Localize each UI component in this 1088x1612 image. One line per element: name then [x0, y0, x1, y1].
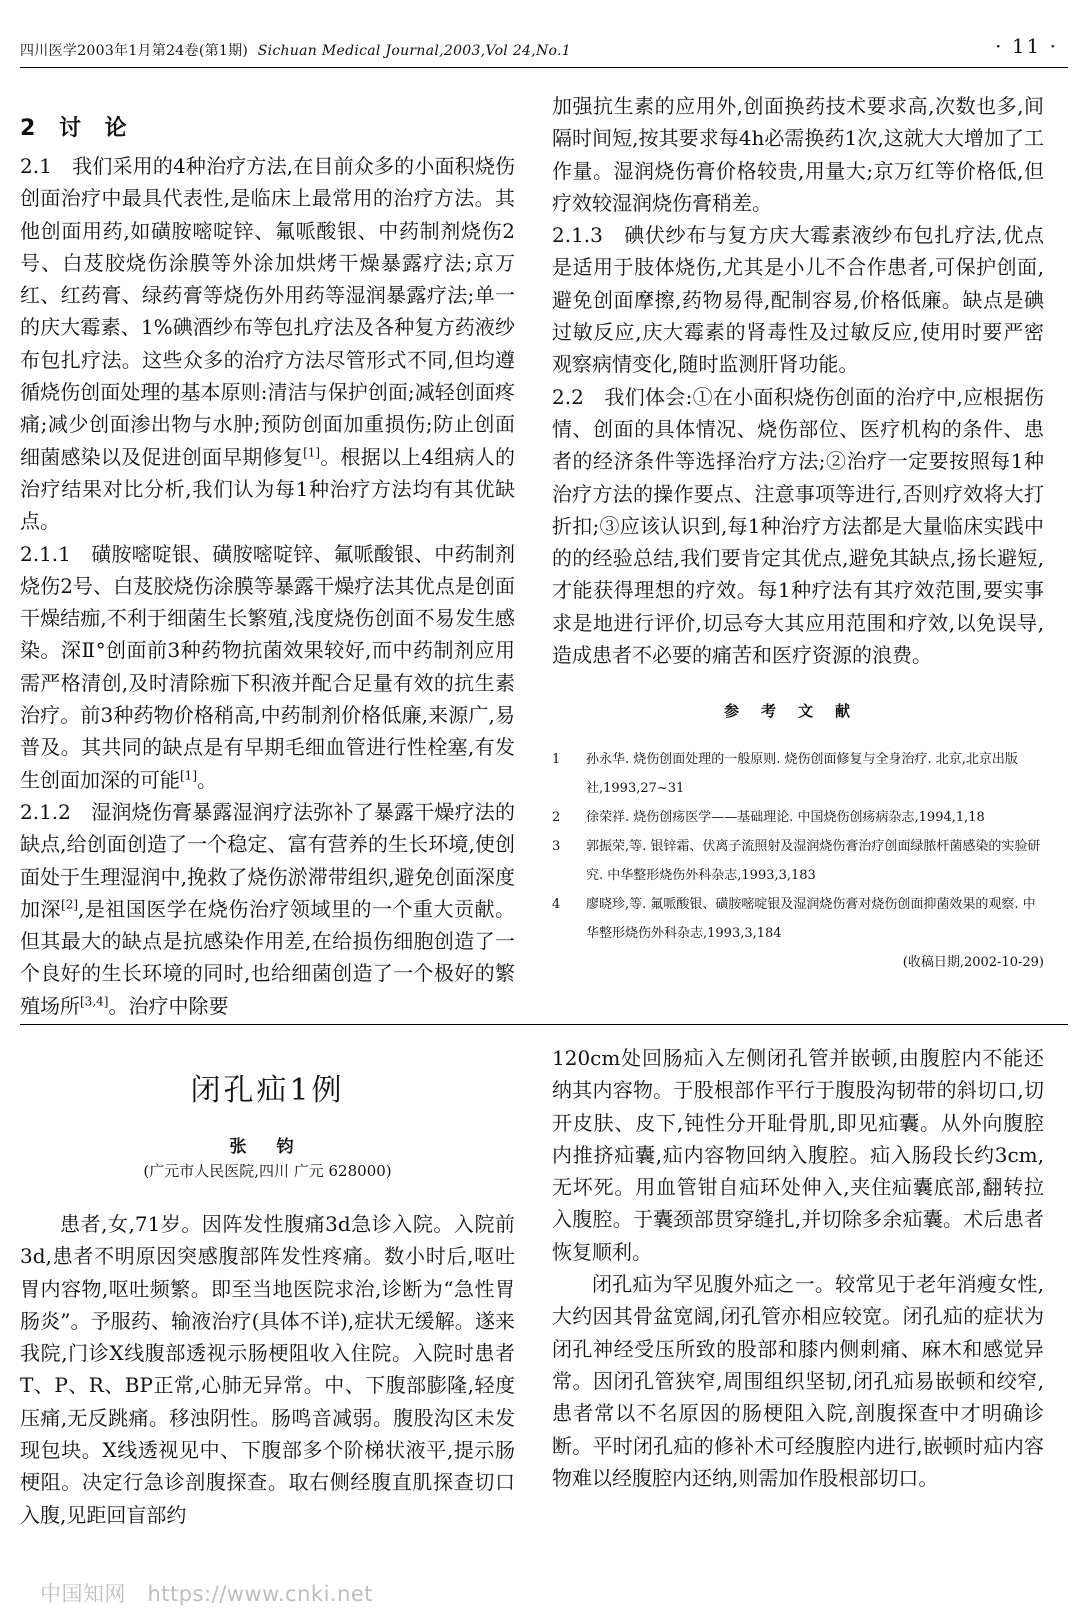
citation: [3,4] [80, 994, 109, 1009]
article-right-column [552, 1042, 1044, 1494]
article-left-column [20, 1208, 515, 1531]
cnki-watermark: 中国知网 https://www.cnki.net [40, 1582, 374, 1606]
page-number: · 11 · [995, 34, 1058, 58]
reference-list [552, 745, 1044, 948]
para-2-1-3: 2.1.3 碘伏纱布与复方庆大霉素液纱布包扎疗法,优点是适用于肢体烧伤,尤其是小儿不合作患者,可保护创面,避免创面摩擦,药物易得,配制容易,价格低廉。缺点是碘过敏反应,庆大霉素的肾毒性及过敏反应,使用时要严密观察病情变化,随时监测肝肾功能。 [552, 223, 1044, 377]
journal-name-en: Sichuan Medical Journal,2003,Vol 24,No.1 [257, 43, 571, 59]
journal-name-cn: 四川医学2003年1月第24卷(第1期) [20, 43, 249, 59]
citation: [1] [303, 445, 321, 460]
case-report-continued: 120cm处回肠疝入左侧闭孔管并嵌顿,由腹腔内不能还纳其内容物。于股根部作平行于腹股沟韧带的斜切口,切开皮肤、皮下,钝性分开耻骨肌,即见疝囊。从外向腹腔内推挤疝囊,疝内容物回纳入腹腔。疝入肠段长约3cm,无坏死。用血管钳自疝环处伸入,夹住疝囊底部,翻转拉入腹腔。于囊颈部贯穿缝扎,并切除多余疝囊。术后患者恢复顺利。 [552, 1046, 1044, 1264]
article-title: 闭孔疝1例 [190, 1073, 345, 1108]
received-date: (收稿日期,2002-10-29) [902, 955, 1044, 971]
reference-item: 1 孙永华. 烧伤创面处理的一般原则. 烧伤创面修复与全身治疗. 北京,北京出版社,1993,27~31 [552, 752, 1018, 797]
reference-item: 2 徐荣祥. 烧伤创疡医学——基础理论. 中国烧伤创疡病杂志,1994,1,18 [552, 810, 985, 826]
reference-item: 3 郭振荣,等. 银锌霜、伏离子流照射及湿润烧伤膏治疗创面绿脓杆菌感染的实验研究. 中华整形烧伤外科杂志,1993,3,183 [552, 839, 1041, 884]
citation: [2] [61, 897, 79, 912]
para-2-1-1: 2.1.1 磺胺嘧啶银、磺胺嘧啶锌、氟哌酸银、中药制剂烧伤2号、白芨胶烧伤涂膜等暴露干燥疗法其优点是创面干燥结痂,不利于细菌生长繁殖,浅度烧伤创面不易发生感染。深Ⅱ°创面前3种药物抗菌效果较好,而中药制剂应用需严格清创,及时清除痂下积液并配合足量有效的抗生素治疗。前3种药物价格稍高,中药制剂价格低廉,来源广,易普及。其共同的缺点是有早期毛细血管进行性栓塞,有发生创面加深的可能[1]。 [20, 541, 515, 792]
references-title: 参考文献 [723, 702, 872, 721]
case-report-para: 患者,女,71岁。因阵发性腹痛3d急诊入院。入院前3d,患者不明原因突感腹部阵发性疼痛。数小时后,呕吐胃内容物,呕吐频繁。即至当地医院求治,诊断为“急性胃肠炎”。予服药、输液治疗(具体不详),症状无缓解。遂来我院,门诊X线腹部透视示肠梗阻收入住院。入院时患者T、P、R、BP正常,心肺无异常。中、下腹部膨隆,轻度压痛,无反跳痛。移浊阴性。肠鸣音减弱。腹股沟区未发现包块。X线透视见中、下腹部多个阶梯状液平,提示肠梗阻。决定行急诊剖腹探查。取右侧经腹直肌探查切口入腹,见距回盲部约 [20, 1212, 515, 1527]
section-title-discussion: 2 讨 论 [20, 116, 135, 141]
para-2-1: 2.1 我们采用的4种治疗方法,在目前众多的小面积烧伤创面治疗中最具代表性,是临床上最常用的治疗方法。其他创面用药,如磺胺嘧啶锌、氟哌酸银、中药制剂烧伤2号、白芨胶烧伤涂膜等外涂加烘烤干燥暴露疗法;京万红、红药膏、绿药膏等烧伤外用药等湿润暴露疗法;单一的庆大霉素、1%碘酒纱布等包扎疗法及各种复方药液纱布包扎疗法。这些众多的治疗方法尽管形式不同,但均遵循烧伤创面处理的基本原则:清洁与保护创面;减轻创面疼痛;减少创面渗出物与水肿;预防创面加重损伤;防止创面细菌感染以及促进创面早期修复[1]。根据以上4组病人的治疗结果对比分析,我们认为每1种治疗方法均有其优缺点。 [20, 154, 515, 534]
right-column [552, 90, 1044, 976]
para-2-1-2: 2.1.2 湿润烧伤膏暴露湿润疗法弥补了暴露干燥疗法的缺点,给创面创造了一个稳定、富有营养的生长环境,使创面处于生理湿润中,挽救了烧伤淤滞带组织,避免创面深度加深[2],是祖国医学在烧伤治疗领域里的一个重大贡献。但其最大的缺点是抗感染作用差,在给损伤细胞创造了一个良好的生长环境的同时,也给细菌创造了一个极好的繁殖场所[3,4]。治疗中除要 [20, 799, 516, 1018]
discussion-para: 闭孔疝为罕见腹外疝之一。较常见于老年消瘦女性,大约因其骨盆宽阔,闭孔管亦相应较宽。闭孔疝的症状为闭孔神经受压所致的股部和膝内侧刺痛、麻木和感觉异常。因闭孔管狭窄,周围组织坚韧,闭孔疝易嵌顿和绞窄,患者常以不名原因的肠梗阻入院,剖腹探查中才明确诊断。平时闭孔疝的修补术可经腹腔内进行,嵌顿时疝内容物难以经腹腔内还纳,则需加作股根部切口。 [552, 1272, 1044, 1490]
left-column [20, 108, 515, 1022]
header-rule [20, 67, 1068, 68]
journal-citation [20, 40, 571, 60]
article-divider [20, 1024, 1068, 1025]
article-author: 张 钧 [229, 1137, 306, 1157]
running-header [20, 34, 1058, 64]
reference-item: 4 廖晓珍,等. 氟哌酸银、磺胺嘧啶银及湿润烧伤膏对烧伤创面抑菌效果的观察. 中华整形烧伤外科杂志,1993,3,184 [552, 897, 1036, 942]
para-continued: 加强抗生素的应用外,创面换药技术要求高,次数也多,间隔时间短,按其要求每4h必需换药1次,这就大大增加了工作量。湿润烧伤膏价格较贵,用量大;京万红等价格低,但疗效较湿润烧伤膏稍差。 [552, 94, 1044, 215]
citation: [1] [180, 767, 197, 782]
para-2-2: 2.2 我们体会:①在小面积烧伤创面的治疗中,应根据伤情、创面的具体情况、烧伤部位、医疗机构的条件、患者的经济条件等选择治疗方法;②治疗一定要按照每1种治疗方法的操作要点、注意事项等进行,否则疗效将大打折扣;③应该认识到,每1种治疗方法都是大量临床实践中的的经验总结,我们要肯定其优点,避免其缺点,扬长避短,才能获得理想的疗效。每1种疗法有其疗效范围,要实事求是地进行评价,切忌夸大其应用范围和疗效,以免误导,造成患者不必要的痛苦和医疗资源的浪费。 [552, 384, 1044, 668]
article-affiliation: (广元市人民医院,四川 广元 628000) [143, 1162, 392, 1180]
